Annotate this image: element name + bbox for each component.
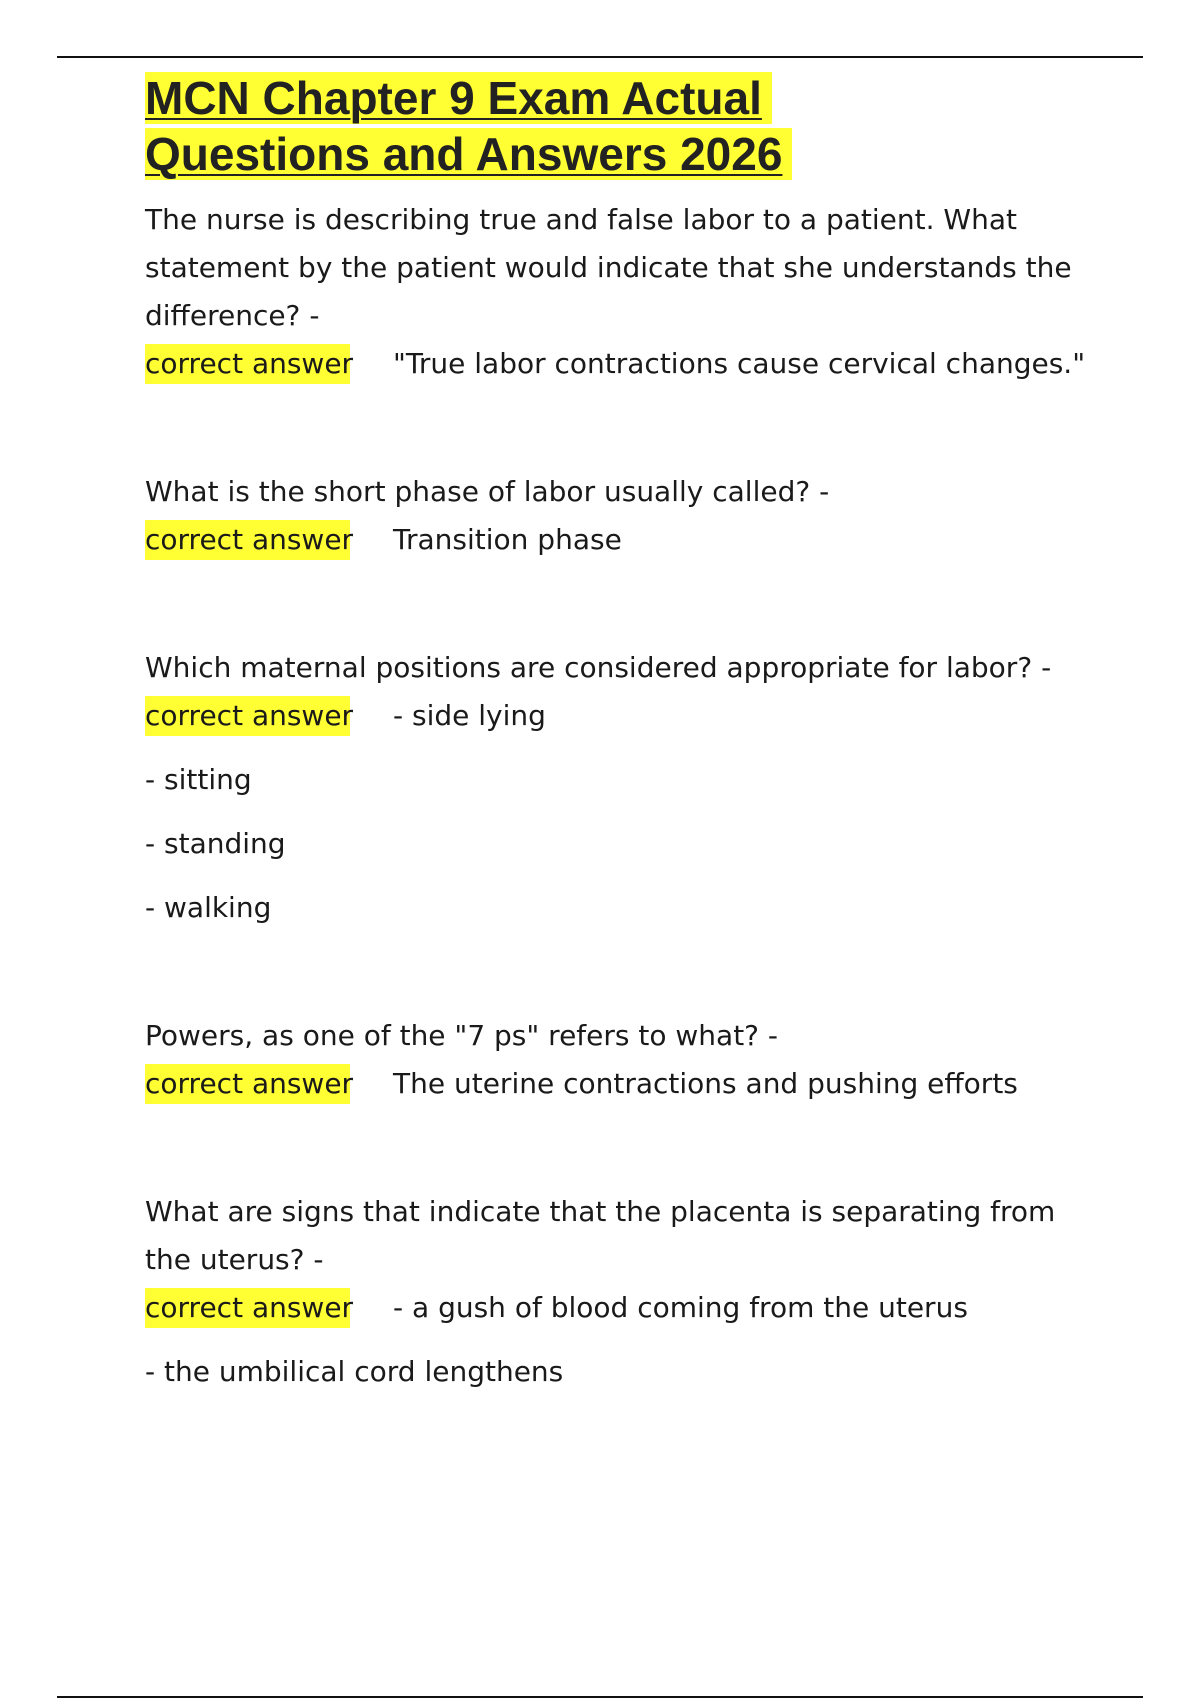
answer-extra-line: - the umbilical cord lengthens xyxy=(145,1355,564,1388)
document-title xyxy=(145,70,1105,182)
correct-answer-label: correct answer xyxy=(145,344,350,384)
qa-item xyxy=(145,644,1105,932)
correct-answer-label: correct answer xyxy=(145,1288,350,1328)
correct-answer-label: correct answer xyxy=(145,696,350,736)
question-text: Powers, as one of the "7 ps" refers to what? - xyxy=(145,1019,779,1052)
answer-row xyxy=(145,1060,1105,1108)
title-line-1: MCN Chapter 9 Exam Actual xyxy=(145,72,772,124)
answer-text: - a gush of blood coming from the uterus xyxy=(393,1291,968,1324)
top-rule xyxy=(57,56,1143,58)
correct-answer-label: correct answer xyxy=(145,1064,350,1104)
qa-item xyxy=(145,1012,1105,1108)
answer-row xyxy=(145,1284,1105,1332)
answer-text: Transition phase xyxy=(393,523,622,556)
title-line-2: Questions and Answers 2026 xyxy=(145,128,792,180)
answer-extra-line: - sitting xyxy=(145,763,252,796)
answer-extra-line: - walking xyxy=(145,891,272,924)
bottom-rule xyxy=(57,1696,1143,1698)
document-body xyxy=(145,70,1105,1396)
question-text: The nurse is describing true and false labor to a patient. What statement by the patient would indicate that she understands the difference? - xyxy=(145,203,1072,332)
question-text: Which maternal positions are considered appropriate for labor? - xyxy=(145,651,1052,684)
qa-item xyxy=(145,196,1105,388)
qa-item xyxy=(145,1188,1105,1396)
qa-item xyxy=(145,468,1105,564)
answer-row xyxy=(145,340,1105,388)
answer-text: - side lying xyxy=(393,699,546,732)
answer-extra-line: - standing xyxy=(145,827,286,860)
answer-text: "True labor contractions cause cervical changes." xyxy=(393,347,1086,380)
answer-row xyxy=(145,516,1105,564)
question-text: What are signs that indicate that the placenta is separating from the uterus? - xyxy=(145,1195,1056,1276)
answer-row xyxy=(145,692,1105,740)
answer-text: The uterine contractions and pushing efforts xyxy=(393,1067,1018,1100)
question-text: What is the short phase of labor usually called? - xyxy=(145,475,830,508)
correct-answer-label: correct answer xyxy=(145,520,350,560)
